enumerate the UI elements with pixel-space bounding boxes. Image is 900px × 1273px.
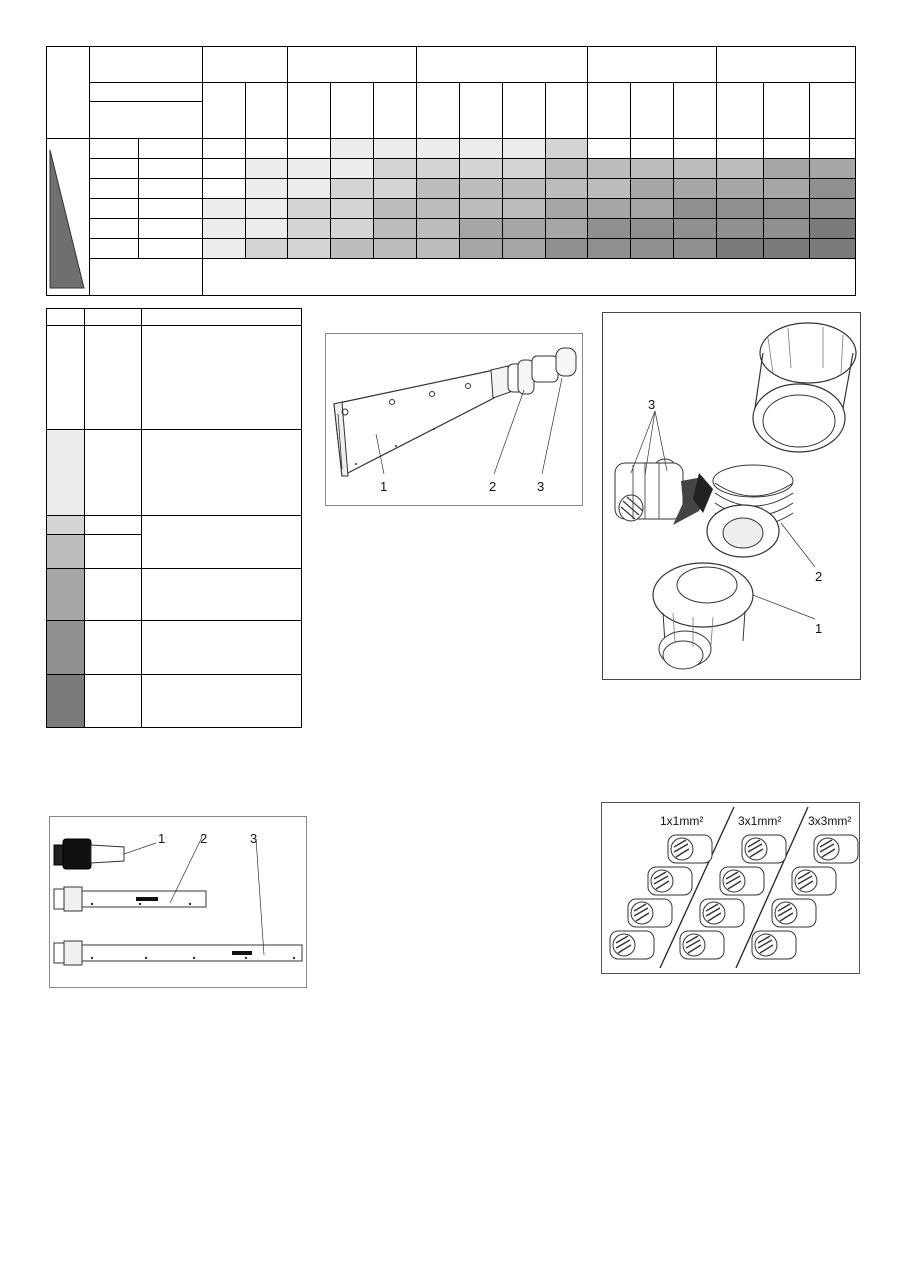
- matrix-cell: [630, 178, 673, 198]
- matrix-col-line: [459, 82, 460, 258]
- matrix-cell: [202, 178, 245, 198]
- matrix-cell: [763, 238, 809, 258]
- matrix-cell: [330, 178, 373, 198]
- matrix-cell: [502, 238, 545, 258]
- matrix-cell: [330, 158, 373, 178]
- matrix-col-line: [545, 82, 546, 258]
- matrix-cell: [545, 198, 587, 218]
- matrix-cell: [545, 158, 587, 178]
- matrix-cell: [716, 198, 763, 218]
- matrix-cell: [245, 218, 287, 238]
- matrix-cell: [459, 198, 502, 218]
- matrix-cell: [587, 138, 630, 158]
- increase-wedge-icon: [46, 46, 90, 296]
- matrix-cell: [809, 218, 856, 238]
- matrix-cell: [373, 178, 416, 198]
- matrix-cell: [673, 198, 716, 218]
- matrix-cell: [673, 238, 716, 258]
- matrix-cell: [809, 158, 856, 178]
- matrix-cell: [763, 138, 809, 158]
- callout-2: 2: [489, 479, 497, 494]
- matrix-col-line: [287, 82, 288, 258]
- wire-insert-drawing: [602, 803, 861, 975]
- callout-3: 3: [648, 397, 656, 412]
- matrix-cell: [373, 198, 416, 218]
- legend-swatch: [46, 429, 84, 515]
- sonotrode-drawing: [326, 334, 584, 507]
- matrix-cell: [202, 238, 245, 258]
- wire-insert-options-figure: [601, 802, 860, 974]
- matrix-cell: [630, 198, 673, 218]
- callout-1: 1: [380, 479, 388, 494]
- matrix-cell: [245, 198, 287, 218]
- matrix-col-line: [416, 82, 417, 258]
- matrix-cell: [202, 218, 245, 238]
- matrix-cell: [330, 238, 373, 258]
- matrix-col-line: [587, 82, 588, 258]
- sonotrode-assembly-figure: [325, 333, 583, 506]
- shade-legend-table: [46, 308, 302, 728]
- matrix-cell: [587, 178, 630, 198]
- matrix-cell: [673, 218, 716, 238]
- matrix-cell: [287, 178, 330, 198]
- matrix-col-line: [330, 82, 331, 258]
- matrix-cell: [373, 158, 416, 178]
- matrix-cell: [416, 198, 459, 218]
- legend-swatch: [46, 515, 84, 534]
- matrix-cell: [287, 218, 330, 238]
- cable-gland-exploded-figure: [602, 312, 861, 680]
- matrix-cell: [459, 218, 502, 238]
- matrix-cell: [809, 198, 856, 218]
- matrix-cell: [545, 218, 587, 238]
- matrix-cell: [763, 218, 809, 238]
- matrix-cell: [587, 218, 630, 238]
- matrix-cell: [587, 198, 630, 218]
- matrix-col-line: [809, 82, 810, 258]
- matrix-cell: [459, 158, 502, 178]
- matrix-cell: [245, 138, 287, 158]
- matrix-cell: [545, 178, 587, 198]
- matrix-cell: [545, 238, 587, 258]
- matrix-cell: [330, 198, 373, 218]
- matrix-cell: [630, 218, 673, 238]
- matrix-cell: [502, 158, 545, 178]
- matrix-cell: [587, 238, 630, 258]
- matrix-cell: [545, 138, 587, 158]
- matrix-cell: [245, 178, 287, 198]
- callout-3: 3: [250, 831, 258, 846]
- matrix-cell: [716, 218, 763, 238]
- legend-swatch: [46, 620, 84, 674]
- matrix-col-line: [763, 82, 764, 258]
- legend-swatch: [46, 674, 84, 728]
- label-3x3mm2: 3x3mm²: [808, 814, 852, 828]
- matrix-cell: [416, 138, 459, 158]
- matrix-cell: [245, 158, 287, 178]
- matrix-cell: [459, 138, 502, 158]
- matrix-cell: [630, 158, 673, 178]
- legend-swatch: [46, 534, 84, 568]
- matrix-cell: [245, 238, 287, 258]
- matrix-cell: [459, 238, 502, 258]
- callout-3: 3: [537, 479, 545, 494]
- matrix-cell: [716, 158, 763, 178]
- matrix-cell: [502, 138, 545, 158]
- matrix-cell: [416, 218, 459, 238]
- matrix-cell: [630, 138, 673, 158]
- resistance-matrix-table: [46, 46, 856, 296]
- matrix-col-line: [630, 82, 631, 258]
- matrix-cell: [716, 138, 763, 158]
- matrix-cell: [287, 238, 330, 258]
- matrix-cell: [202, 158, 245, 178]
- matrix-cell: [630, 238, 673, 258]
- horn-lengths-drawing: [50, 817, 308, 989]
- matrix-cell: [287, 198, 330, 218]
- matrix-cell: [763, 158, 809, 178]
- matrix-cell: [373, 138, 416, 158]
- matrix-cell: [416, 178, 459, 198]
- matrix-col-line: [373, 82, 374, 258]
- matrix-cell: [809, 178, 856, 198]
- cable-gland-drawing: [603, 313, 862, 681]
- callout-1: 1: [158, 831, 166, 846]
- matrix-cell: [763, 178, 809, 198]
- matrix-col-line: [245, 82, 246, 258]
- matrix-cell: [502, 218, 545, 238]
- callout-1: 1: [815, 621, 823, 636]
- matrix-cell: [330, 138, 373, 158]
- matrix-cell: [809, 138, 856, 158]
- matrix-cell: [809, 238, 856, 258]
- matrix-col-line: [716, 82, 717, 258]
- legend-swatch: [46, 325, 84, 429]
- matrix-cell: [416, 158, 459, 178]
- matrix-cell: [716, 178, 763, 198]
- label-1x1mm2: 1x1mm²: [660, 814, 704, 828]
- matrix-cell: [202, 198, 245, 218]
- matrix-cell: [373, 238, 416, 258]
- matrix-cell: [459, 178, 502, 198]
- matrix-cell: [673, 138, 716, 158]
- callout-2: 2: [200, 831, 208, 846]
- matrix-col-line: [673, 82, 674, 258]
- matrix-cell: [673, 178, 716, 198]
- matrix-cell: [763, 198, 809, 218]
- matrix-cell: [287, 158, 330, 178]
- matrix-cell: [587, 158, 630, 178]
- label-3x1mm2: 3x1mm²: [738, 814, 782, 828]
- legend-swatch: [46, 568, 84, 620]
- matrix-cell: [502, 178, 545, 198]
- matrix-cell: [716, 238, 763, 258]
- matrix-cell: [287, 138, 330, 158]
- horn-lengths-figure: [49, 816, 307, 988]
- matrix-cell: [202, 138, 245, 158]
- matrix-cell: [330, 218, 373, 238]
- matrix-cell: [416, 238, 459, 258]
- callout-2: 2: [815, 569, 823, 584]
- matrix-cell: [673, 158, 716, 178]
- matrix-cell: [502, 198, 545, 218]
- matrix-cell: [373, 218, 416, 238]
- matrix-col-line: [502, 82, 503, 258]
